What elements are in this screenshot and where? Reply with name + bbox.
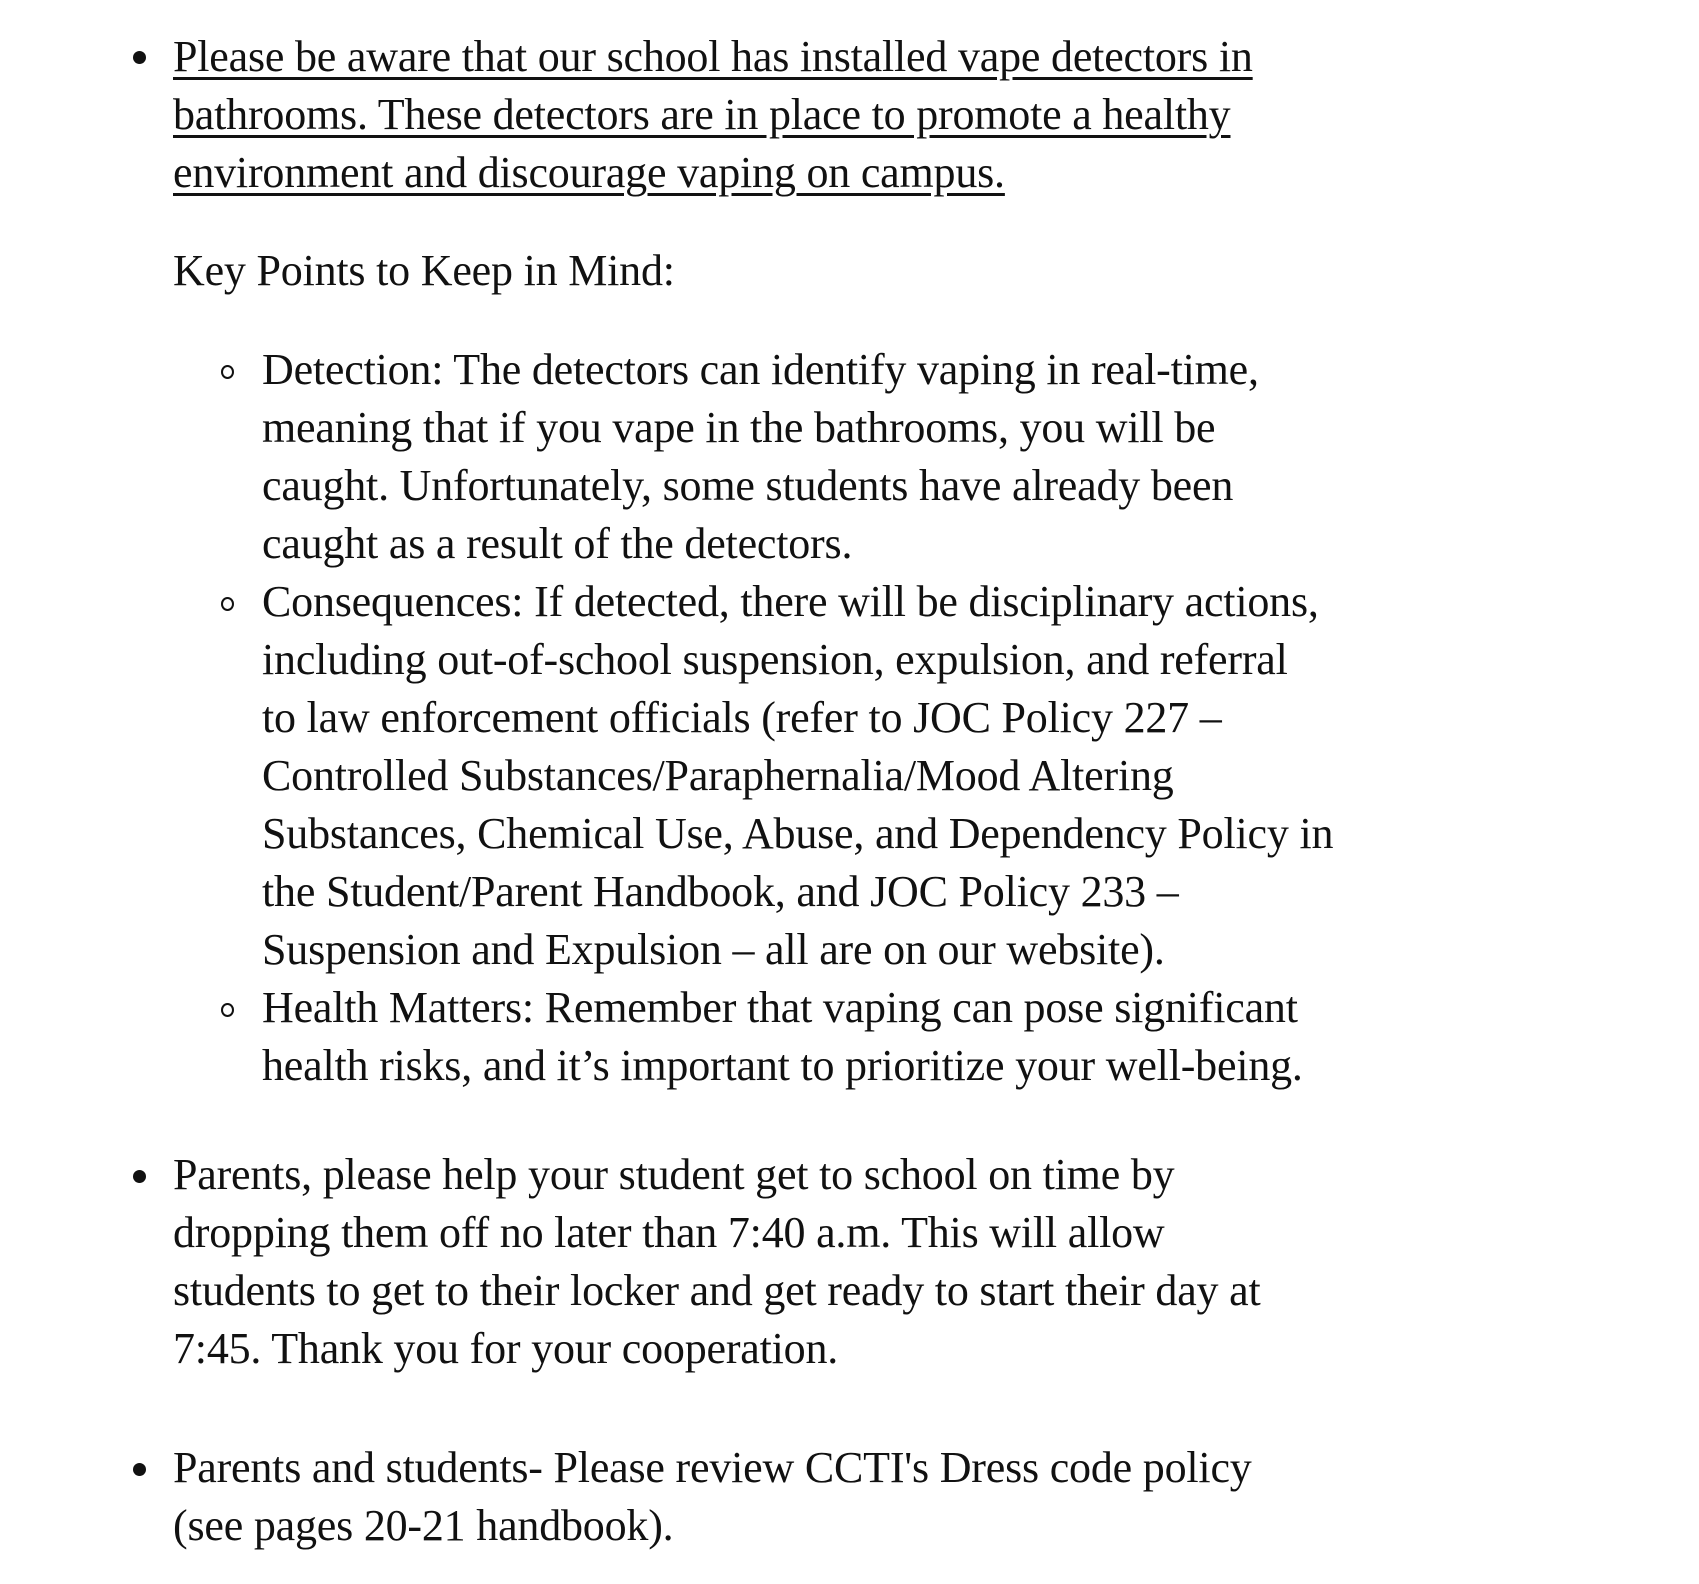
key-points-heading: Key Points to Keep in Mind: [173,246,675,295]
sub-bullet-circle-icon [221,1003,234,1017]
detection-line: meaning that if you vape in the bathrooms, you will be [262,403,1216,452]
dress-code-line: (see pages 20-21 handbook). [173,1501,674,1550]
health-line: health risks, and it’s important to prioritize your well-being. [262,1041,1303,1090]
detection-line: caught as a result of the detectors. [262,519,853,568]
detection-line: caught. Unfortunately, some students have already been [262,461,1234,510]
bullet-icon [133,1170,146,1183]
consequences-line: Controlled Substances/Paraphernalia/Mood Altering [262,751,1174,800]
notice-line: bathrooms. These detectors are in place to promote a healthy [173,90,1231,139]
health-line: Health Matters: Remember that vaping can pose significant [262,983,1298,1032]
consequences-line: to law enforcement officials (refer to JOC Policy 227 – [262,693,1222,742]
notice-line: environment and discourage vaping on campus. [173,148,1005,197]
bullet-icon [133,1463,146,1476]
drop-off-line: students to get to their locker and get ready to start their day at [173,1266,1261,1315]
detection-line: Detection: The detectors can identify vaping in real-time, [262,345,1259,394]
consequences-line: the Student/Parent Handbook, and JOC Policy 233 – [262,867,1179,916]
drop-off-line: 7:45. Thank you for your cooperation. [173,1324,839,1373]
consequences-line: including out-of-school suspension, expulsion, and referral [262,635,1288,684]
sub-bullet-circle-icon [221,597,234,611]
consequences-line: Substances, Chemical Use, Abuse, and Dependency Policy in [262,809,1334,858]
drop-off-line: dropping them off no later than 7:40 a.m. This will allow [173,1208,1165,1257]
dress-code-line: Parents and students- Please review CCTI's Dress code policy [173,1443,1252,1492]
consequences-line: Consequences: If detected, there will be disciplinary actions, [262,577,1319,626]
sub-bullet-circle-icon [221,365,234,379]
consequences-line: Suspension and Expulsion – all are on our website). [262,925,1165,974]
notice-line: Please be aware that our school has installed vape detectors in [173,32,1253,81]
drop-off-line: Parents, please help your student get to school on time by [173,1150,1175,1199]
bullet-icon [133,51,146,64]
